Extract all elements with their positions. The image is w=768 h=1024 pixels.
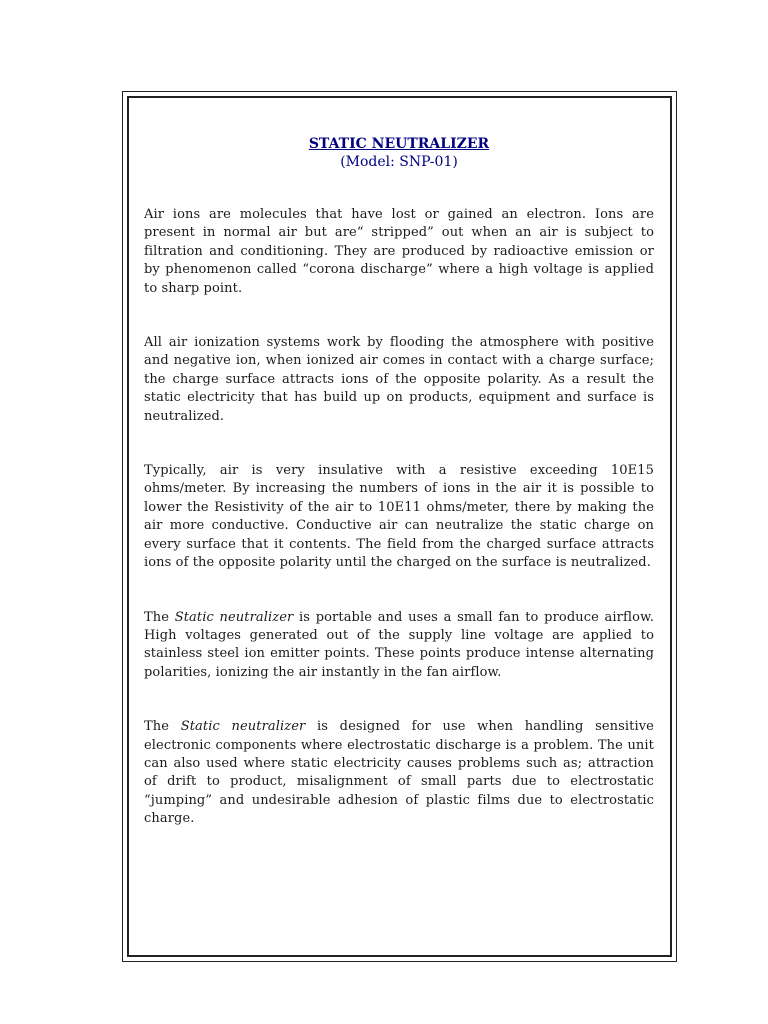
paragraph-rest: is portable and uses a small fan to produce airflow. High voltages generated out of the supply line voltage are applied to stainless steel ion emitter points. These points produce intense alternating polarities, ionizing the air instantly in the fan airflow. [144,609,654,680]
document-subtitle: (Model: SNP-01) [340,154,458,170]
document-title: STATIC NEUTRALIZER [308,136,490,152]
page-border-outer [122,91,677,962]
paragraph-rest: is designed for use when handling sensitive electronic components where electrostatic discharge is a problem. The unit can also used where static electricity causes problems such as; attraction of drift to product, misalignment of small parts due to electrostatic “jumping” and undesirable adhesion of plastic films due to electrostatic charge. [144,719,654,827]
paragraph-lead: The [144,609,175,625]
document-body [144,135,654,865]
paragraph-air-ions: Air ions are molecules that have lost or gained an electron. Ions are present in normal air but are“ stripped” out when an air is subject to filtration and conditioning. They are produced by radioactive emission or by phenomenon called “corona discharge” where a high voltage is applied to sharp point. [144,207,654,296]
product-name-emphasis: Static neutralizer [174,609,294,625]
product-name-emphasis: Static neutralizer [180,719,306,735]
paragraph-resistivity: Typically, air is very insulative with a resistive exceeding 10E15 ohms/meter. By increasing the numbers of ions in the air it is possible to lower the Resistivity of the air to 10E11 ohms/meter, there by making the air more conductive. Conductive air can neutralize the static charge on every surface that it contents. The field from the charged surface attracts ions of the opposite polarity until the charged on the surface is neutralized. [144,463,654,571]
paragraph-designed-for [144,718,654,828]
paragraph-lead: The [144,719,181,735]
paragraph-portable [144,609,654,683]
paragraph-ionization-systems: All air ionization systems work by flooding the atmosphere with positive and negative ion, when ionized air comes in contact with a charge surface; the charge surface attracts ions of the opposite polarity. As a result the static electricity that has build up on products, equipment and surface is neutralized. [144,335,654,424]
